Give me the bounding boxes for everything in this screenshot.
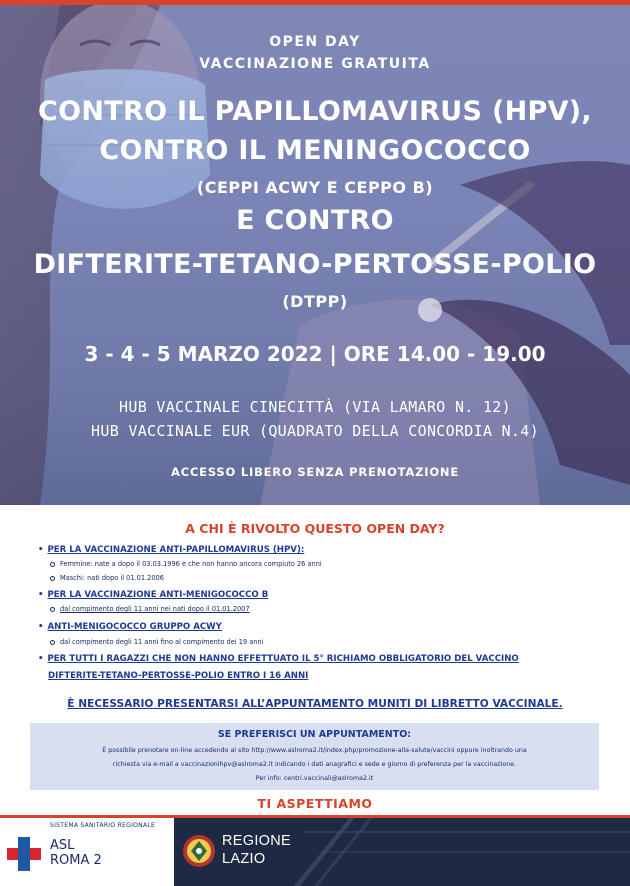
list-item-meningococco-acwy[interactable]: • ANTI-MENIGOCOCCO GRUPPO ACWY: [38, 622, 222, 632]
list-sub-item: dal compimento degli 11 anni nei nati dopo il 01.01.2007: [50, 605, 250, 613]
free-access-note: ACCESSO LIBERO SENZA PRENOTAZIONE: [171, 465, 459, 479]
hero-title-line-2: CONTRO IL MENINGOCOCCO: [99, 135, 531, 166]
open-day-label: OPEN DAY: [269, 34, 361, 50]
hub-cinecitta: HUB VACCINALE CINECITTÀ (VIA LAMARO N. 12): [119, 398, 511, 416]
list-sub-item: Maschi: nati dopo il 01.01.2006: [50, 574, 164, 582]
footer: [0, 815, 630, 886]
appointment-info-email: Per info: centri.vaccinali@aslroma2.it: [255, 775, 374, 782]
list-sub-item: dal compimento degli 11 anni fino al compimento dei 19 anni: [50, 638, 263, 646]
list-item-meningococco-b[interactable]: • PER LA VACCINAZIONE ANTI-MENIGOCOCCO B: [38, 590, 269, 600]
free-vaccination-label: VACCINAZIONE GRATUITA: [199, 56, 431, 72]
regione-lazio-logo: [174, 818, 630, 886]
asl-roma2-logo: [0, 818, 174, 886]
hero-title-sub-2: (DTPP): [282, 292, 348, 311]
asl-name: ASL ROMA 2: [50, 838, 102, 868]
hub-eur: HUB VACCINALE EUR (QUADRATO DELLA CONCORDIA N.4): [91, 422, 539, 440]
hero-banner: [0, 5, 630, 505]
list-item-dtpp[interactable]: • PER TUTTI I RAGAZZI CHE NON HANNO EFFETTUATO IL 5° RICHIAMO OBBLIGATORIO DEL VACCINO: [38, 654, 519, 664]
regione-lazio-name: REGIONE LAZIO: [222, 833, 291, 867]
required-booklet-note: È NECESSARIO PRESENTARSI ALL’APPUNTAMENTO MUNITI DI LIBRETTO VACCINALE.: [67, 698, 563, 710]
appointment-box: [30, 723, 599, 790]
appointment-text-line-2: richiesta via e-mail a vaccinazionihpv@aslroma2.it indicando i dati anagrafici e sede e giorno di preferenza per la vaccinazione.: [112, 761, 517, 768]
list-item-dtpp-line-2: DIFTERITE-TETANO-PERTOSSE-POLIO ENTRO I 16 ANNI: [48, 671, 309, 681]
info-section: [0, 505, 630, 815]
hero-title-line-1: CONTRO IL PAPILLOMAVIRUS (HPV),: [38, 96, 592, 127]
regione-lazio-emblem-icon: [181, 832, 217, 870]
list-item-hpv[interactable]: • PER LA VACCINAZIONE ANTI-PAPILLOMAVIRUS (HPV):: [38, 545, 305, 555]
event-dates: 3 - 4 - 5 MARZO 2022 | ORE 14.00 - 19.00: [84, 342, 546, 366]
info-title: A CHI È RIVOLTO QUESTO OPEN DAY?: [185, 521, 445, 536]
hero-title-line-3: E CONTRO: [236, 205, 394, 236]
medical-cross-icon: [7, 837, 41, 871]
appointment-text-line-1: È possibile prenotare on-line accedendo al sito http://www.aslroma2.it/index.php/promozione-alla-salute/vaccini oppure inoltrando una: [102, 747, 527, 754]
appointment-title: SE PREFERISCI UN APPUNTAMENTO:: [217, 729, 412, 740]
asl-system-label: SISTEMA SANITARIO REGIONALE: [50, 822, 156, 829]
list-sub-item: Femmine: nate a dopo il 03.03.1996 e che non hanno ancora compiuto 26 anni: [50, 560, 322, 568]
hero-title-sub: (CEPPI ACWY E CEPPO B): [196, 178, 434, 197]
closing-message: TI ASPETTIAMO: [257, 796, 373, 811]
hero-title-line-4: DIFTERITE-TETANO-PERTOSSE-POLIO: [33, 249, 597, 280]
